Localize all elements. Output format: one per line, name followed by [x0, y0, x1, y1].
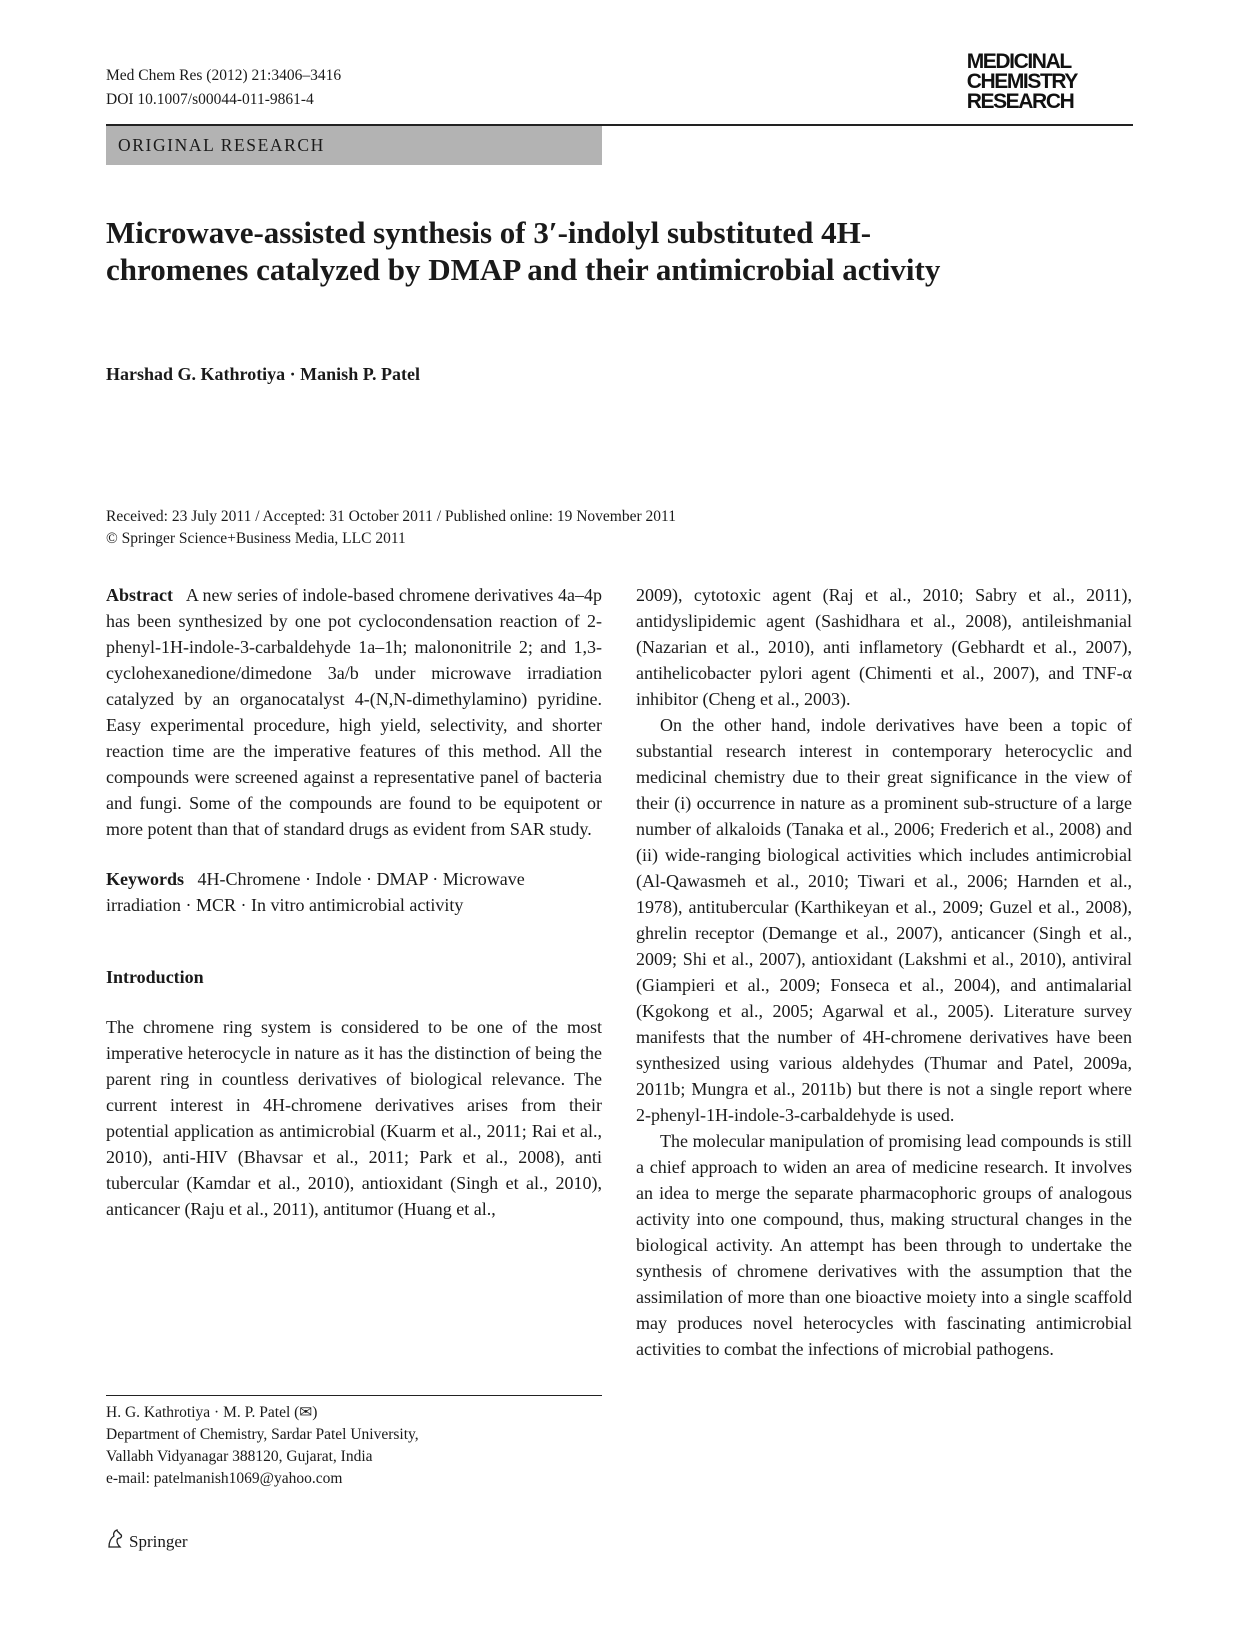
logo-line-3: RESEARCH: [966, 90, 1074, 113]
introduction-para-3: The molecular manipulation of promising lead compounds is still a chief approach to widen an area of medicine research. It involves an idea to merge the separate pharmacophoric groups of analogous activity into one compound, thus, making structural changes in the biological activity. An attempt has been through to undertake the synthesis of chromene derivatives with the assumption that the assimilation of more than one bioactive moiety into a single scaffold may produces novel heterocycles with fascinating antimicrobial activities to combat the infections of microbial pathogens.: [636, 1131, 1132, 1359]
history-dates: Received: 23 July 2011 / Accepted: 31 October 2011 / Published online: 19 November 2011: [106, 508, 676, 525]
introduction-heading: Introduction: [106, 967, 204, 987]
journal-info: [106, 64, 341, 112]
keywords-text: 4H-Chromene · Indole · DMAP · Microwave irradiation · MCR · In vitro antimicrobial activity: [106, 869, 525, 915]
copyright: © Springer Science+Business Media, LLC 2011: [106, 530, 406, 547]
journal-citation: Med Chem Res (2012) 21:3406–3416: [106, 67, 342, 84]
author-list: Harshad G. Kathrotiya · Manish P. Patel: [106, 364, 421, 384]
introduction-para-1: The chromene ring system is considered to be one of the most imperative heterocycle in nature as it has the distinction of being the parent ring in countless derivatives of biological relevance. The current interest in 4H-chromene derivatives arises from their potential application as antimicrobial (Kuarm et al., 2011; Rai et al., 2010), anti-HIV (Bhavsar et al., 2011; Park et al., 2008), anti tubercular (Kamdar et al., 2010), antioxidant (Singh et al., 2010), anticancer (Raju et al., 2011), antitumor (Huang et al.,: [106, 1017, 602, 1219]
keywords-heading: Keywords: [106, 869, 184, 889]
abstract-text: A new series of indole-based chromene derivatives 4a–4p has been synthesized by one pot cyclocondensation reaction of 2-phenyl-1H-indole-3-carbaldehyde 1a–1h; malononitrile 2; and 1,3-cyclohexanedione/dimedone 3a/b under microwave irradiation catalyzed by an organocatalyst 4-(N,N-dimethylamino) pyridine. Easy experimental procedure, high yield, selectivity, and shorter reaction time are the imperative features of this method. All the compounds were screened against a representative panel of bacteria and fungi. Some of the compounds are found to be equipotent or more potent than that of standard drugs as evident from SAR study.: [106, 585, 602, 839]
right-column: [636, 582, 1132, 1362]
affiliation: [106, 1402, 419, 1490]
logo-line-1: MEDICINAL: [966, 50, 1071, 73]
affiliation-names: H. G. Kathrotiya · M. P. Patel (✉): [106, 1404, 318, 1421]
affiliation-email: e-mail: patelmanish1069@yahoo.com: [106, 1470, 343, 1487]
logo-line-2: CHEMISTRY: [966, 70, 1077, 93]
introduction-para-2: On the other hand, indole derivatives have been a topic of substantial research interest in contemporary heterocyclic and medicinal chemistry due to their great significance in the view of their (i) occurrence in nature as a prominent sub-structure of a large number of alkaloids (Tanaka et al., 2006; Frederich et al., 2008) and (ii) wide-ranging biological activities which includes antimicrobial (Al-Qawasmeh et al., 2010; Tiwari et al., 2006; Harnden et al., 1978), antitubercular (Karthikeyan et al., 2009; Guzel et al., 2008), ghrelin receptor (Demange et al., 2007), anticancer (Singh et al., 2009; Shi et al., 2007), antioxidant (Lakshmi et al., 2010), antiviral (Giampieri et al., 2009; Fonseca et al., 2004), and antimalarial (Kgokong et al., 2005; Agarwal et al., 2005). Literature survey manifests that the number of 4H-chromene derivatives have been synthesized using various aldehydes (Thumar and Patel, 2009a, 2011b; Mungra et al., 2011b) but there is not a single report where 2-phenyl-1H-indole-3-carbaldehyde is used.: [636, 715, 1132, 1125]
affiliation-department: Department of Chemistry, Sardar Patel University,: [106, 1426, 419, 1443]
publication-dates: [106, 506, 676, 550]
abstract-heading: Abstract: [106, 585, 173, 605]
journal-logo: [967, 52, 1077, 112]
keywords: [106, 866, 602, 918]
article-title: Microwave-assisted synthesis of 3′-indolyl substituted 4H-chromenes catalyzed by DMAP and their antimicrobial activity: [106, 215, 941, 287]
footer: [106, 1529, 188, 1554]
affiliation-address: Vallabh Vidyanagar 388120, Gujarat, India: [106, 1448, 373, 1465]
abstract: [106, 582, 602, 842]
springer-horse-icon: [106, 1529, 124, 1554]
affiliation-rule: [106, 1395, 602, 1396]
introduction-para-1-cont: 2009), cytotoxic agent (Raj et al., 2010; Sabry et al., 2011), antidyslipidemic agent (Sashidhara et al., 2008), antileishmanial (Nazarian et al., 2010), anti inflametory (Gebhardt et al., 2007), antihelicobacter pylori agent (Chimenti et al., 2007), and TNF-α inhibitor (Cheng et al., 2003).: [636, 585, 1132, 709]
doi: DOI 10.1007/s00044-011-9861-4: [106, 91, 314, 108]
left-column: [106, 582, 602, 1222]
publisher-name: Springer: [129, 1531, 188, 1551]
section-tag: ORIGINAL RESEARCH: [106, 126, 602, 165]
